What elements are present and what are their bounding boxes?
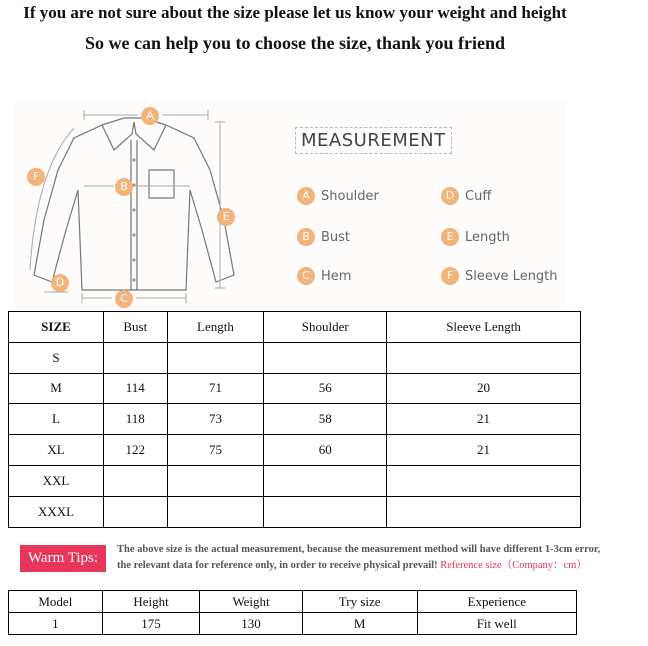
length-cell: 75 <box>167 435 264 466</box>
table-row <box>9 435 581 466</box>
bust-cell <box>103 465 167 496</box>
size-cell: XL <box>9 435 104 466</box>
size-table-header <box>9 312 581 343</box>
badge-a: A <box>141 107 159 125</box>
header-experience: Experience <box>417 591 576 613</box>
warm-tips-line-2-wrap <box>117 558 600 574</box>
badge-icon: E <box>441 228 459 246</box>
bust-cell: 118 <box>103 404 167 435</box>
length-cell: 73 <box>167 404 264 435</box>
badge-d: D <box>51 274 69 292</box>
legend-label: Shoulder <box>321 188 379 204</box>
header-weight: Weight <box>200 591 303 613</box>
reference-size-note: Reference size（Company：cm） <box>440 560 587 571</box>
warm-tips <box>20 541 630 577</box>
length-cell <box>167 465 264 496</box>
warm-tips-line-1: The above size is the actual measurement, because the measurement method will have different 1-3cm error, <box>117 544 601 555</box>
length-cell <box>167 342 264 373</box>
badge-icon: F <box>441 267 459 285</box>
legend-sleeve-length <box>441 267 558 285</box>
table-row <box>9 342 581 373</box>
sleeve-cell: 20 <box>387 373 581 404</box>
bust-cell <box>103 496 167 527</box>
model-table <box>8 590 577 635</box>
shoulder-cell: 56 <box>264 373 387 404</box>
header <box>0 0 590 53</box>
height-cell: 175 <box>102 613 200 635</box>
legend-bust <box>297 228 350 246</box>
warm-tips-text <box>117 542 600 574</box>
legend-label: Cuff <box>465 188 492 204</box>
size-cell: L <box>9 404 104 435</box>
table-row <box>9 404 581 435</box>
shoulder-cell <box>264 465 387 496</box>
header-length: Length <box>167 312 264 343</box>
table-row <box>9 465 581 496</box>
legend-label: Bust <box>321 229 351 245</box>
legend-hem <box>297 267 351 285</box>
model-table-header <box>9 591 577 613</box>
badge-icon: B <box>297 228 315 246</box>
bust-cell: 122 <box>103 435 167 466</box>
table-row <box>9 613 577 635</box>
badge-c: C <box>115 290 133 308</box>
sleeve-cell: 21 <box>387 404 581 435</box>
shoulder-cell <box>264 342 387 373</box>
bust-cell: 114 <box>103 373 167 404</box>
bust-cell <box>103 342 167 373</box>
table-row <box>9 496 581 527</box>
sleeve-cell <box>387 496 581 527</box>
shoulder-cell: 58 <box>264 404 387 435</box>
warm-tips-line-2: the relevant data for reference only, in order to receive physical prevail! <box>117 560 438 571</box>
weight-cell: 130 <box>200 613 303 635</box>
badge-f: F <box>27 168 45 186</box>
header-size: SIZE <box>9 312 104 343</box>
header-bust: Bust <box>103 312 167 343</box>
sleeve-cell <box>387 465 581 496</box>
legend-label: Hem <box>321 268 352 284</box>
legend-cuff <box>441 187 491 205</box>
length-cell <box>167 496 264 527</box>
size-table <box>8 311 581 528</box>
sleeve-cell <box>387 342 581 373</box>
header-model: Model <box>9 591 103 613</box>
size-cell: S <box>9 342 104 373</box>
header-sleeve-length: Sleeve Length <box>387 312 581 343</box>
experience-cell: Fit well <box>417 613 576 635</box>
header-line-1: If you are not sure about the size please let us know your weight and height <box>23 3 567 22</box>
badge-icon: A <box>297 187 315 205</box>
header-shoulder: Shoulder <box>264 312 387 343</box>
shoulder-cell: 60 <box>264 435 387 466</box>
header-try-size: Try size <box>302 591 417 613</box>
header-line-2: So we can help you to choose the size, thank you friend <box>84 33 506 53</box>
badge-icon: C <box>297 267 315 285</box>
legend-length <box>441 228 510 246</box>
measurement-diagram <box>14 100 566 312</box>
header-height: Height <box>102 591 200 613</box>
table-row <box>9 373 581 404</box>
size-cell: XXL <box>9 465 104 496</box>
legend-label: Length <box>465 229 510 245</box>
warm-tips-label: Warm Tips: <box>20 545 106 572</box>
size-cell: M <box>9 373 104 404</box>
try-size-cell: M <box>302 613 417 635</box>
size-cell: XXXL <box>9 496 104 527</box>
legend-label: Sleeve Length <box>465 268 558 284</box>
badge-b: B <box>115 178 133 196</box>
sleeve-cell: 21 <box>387 435 581 466</box>
measurement-title: MEASUREMENT <box>295 127 452 154</box>
legend-shoulder <box>297 187 379 205</box>
shoulder-cell <box>264 496 387 527</box>
length-cell: 71 <box>167 373 264 404</box>
model-cell: 1 <box>9 613 103 635</box>
badge-e: E <box>217 208 235 226</box>
badge-icon: D <box>441 187 459 205</box>
